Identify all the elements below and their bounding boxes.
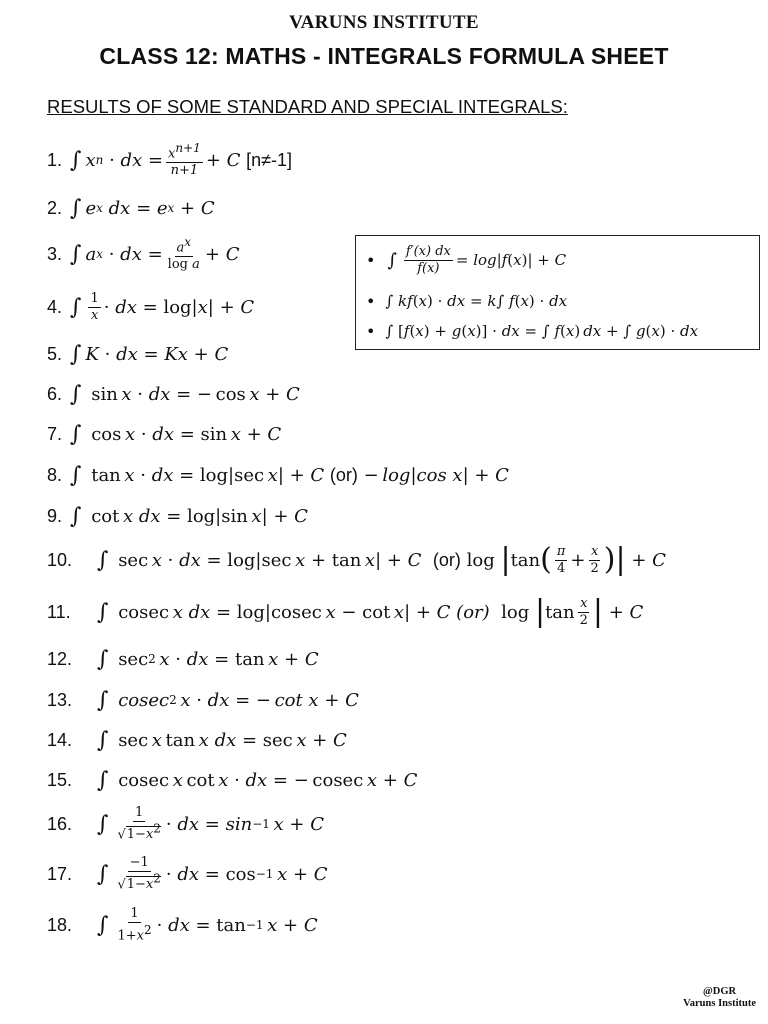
formula-row-14: 14. ∫ sec x tan x dx = sec x + C — [47, 727, 347, 753]
page-title: CLASS 12: MATHS - INTEGRALS FORMULA SHEET — [99, 43, 669, 69]
institute-name: VARUNS INSTITUTE — [289, 12, 479, 33]
formula-number: 9. — [47, 505, 63, 526]
formula-row-9: 9. ∫ cot x dx = log|sin x | + C — [47, 503, 308, 529]
formula-row-7: 7. ∫ cos x · dx = sin x + C — [47, 421, 282, 447]
formula-row-6: 6. ∫ sin x · dx = − cos x + C — [47, 381, 300, 407]
formula-number: 10. — [47, 549, 73, 570]
formula-number: 13. — [47, 689, 73, 710]
formula-number: 16. — [47, 813, 73, 834]
formula-number: 5. — [47, 343, 63, 364]
formula-number: 7. — [47, 423, 63, 444]
formula-number: 2. — [47, 197, 63, 218]
property-line-2: • ∫ kf ( x ) · dx = k ∫ f ( x ) · dx — [366, 291, 568, 311]
section-heading: RESULTS OF SOME STANDARD AND SPECIAL INTEGRALS: — [47, 96, 568, 117]
formula-row-13: 13. ∫ cosec 2 x · dx = − cot x + C — [47, 687, 359, 713]
formula-row-15: 15. ∫ cosec x cot x · dx = − cosec x + C — [47, 767, 418, 793]
formula-number: 4. — [47, 296, 63, 317]
property-line-1: • ∫ $\frac{f'(x) dx}{f(x)}$ = log | f ( x )| + C — [366, 243, 567, 276]
or-text: (or) — [456, 601, 490, 623]
formula-number: 12. — [47, 648, 73, 669]
formula-number: 17. — [47, 863, 73, 884]
formula-number: 8. — [47, 464, 63, 485]
formula-number: 1. — [47, 149, 63, 170]
property-line-3: • ∫ [ f ( x ) + g ( x )] · dx = ∫ f ( x ) dx + ∫ g ( x ) · dx — [366, 321, 699, 341]
formula-row-1: 1. ∫ x n · dx = $\frac{x^{n+1}}{n+1}$ + C [n≠-1] — [47, 141, 293, 179]
formula-row-17: 17. ∫ $\frac{-1}{√1-x^2}$ · dx = cos −1 x + C — [47, 855, 328, 893]
formula-number: 3. — [47, 243, 63, 264]
formula-row-10: 10. ∫ sec x · dx = log|sec x + tan x | + C (or) log | tan ( $\frac{\pi}{4}$ + $\frac{x}{2}$ ) | + C — [47, 542, 666, 577]
formula-row-18: 18. ∫ $\frac{1}{1+x^2}$ · dx = tan −1 x + C — [47, 906, 318, 944]
formula-row-11: 11. ∫ cosec x dx = log|cosec x − cot x | + C (or) log | tan $\frac{x}{2}$ | + C — [47, 594, 644, 629]
formula-row-2: 2. ∫ e x dx = e x + C — [47, 195, 215, 221]
formula-condition: [n≠-1] — [246, 149, 293, 170]
footer-handle: @DGR — [703, 986, 737, 997]
footer-credit — [683, 986, 756, 1010]
footer-institute: Varuns Institute — [683, 998, 756, 1010]
formula-number: 15. — [47, 769, 73, 790]
bullet: • — [366, 291, 376, 311]
properties-box — [355, 235, 760, 350]
formula-number: 6. — [47, 383, 63, 404]
or-text: (or) — [329, 464, 358, 485]
formula-row-16: 16. ∫ $\frac{1}{√1-x^2}$ · dx = sin −1 x + C — [47, 805, 324, 843]
formula-number: 14. — [47, 729, 73, 750]
formula-row-4: 4. ∫ $\frac{1}{x}$ · dx = log| x | + C — [47, 290, 255, 323]
or-text: (or) — [432, 549, 461, 570]
formula-row-12: 12. ∫ sec 2 x · dx = tan x + C — [47, 646, 319, 672]
bullet: • — [366, 321, 376, 341]
formula-row-5: 5. ∫ K · dx = Kx + C — [47, 341, 229, 367]
formula-row-3: 3. ∫ a x · dx = $\frac{a^x}{\text{log a}}$ + C — [47, 235, 240, 273]
formula-number: 11. — [47, 601, 71, 622]
formula-number: 18. — [47, 914, 73, 935]
formula-row-8: 8. ∫ tan x · dx = log|sec x | + C (or) − log | cos x | + C — [47, 462, 509, 488]
bullet: • — [366, 250, 376, 270]
